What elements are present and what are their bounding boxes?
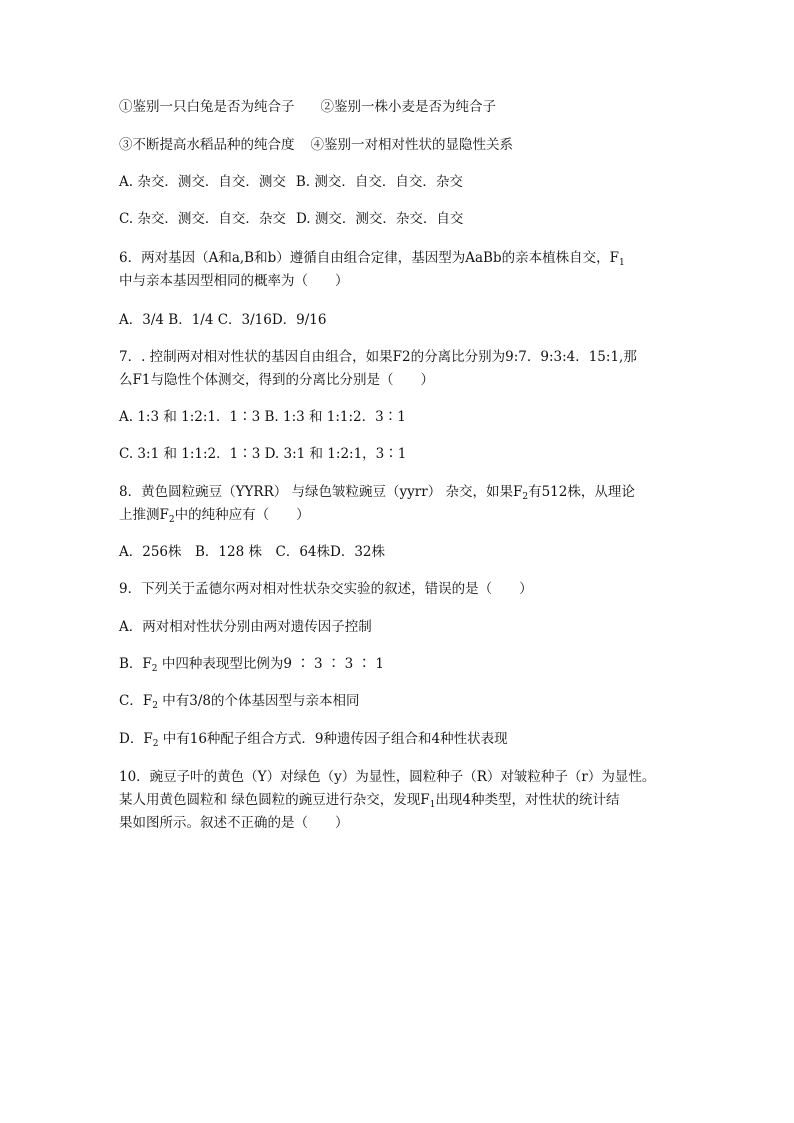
q7-choices-ab: A. 1:3 和 1:2:1．1∶3 B. 1:3 和 1:1:2．3∶1: [119, 409, 406, 425]
choice-text: 中有3/8的个体基因型与亲本相同: [157, 693, 360, 709]
subscript: 2: [152, 701, 158, 711]
q5-choice-c: C. 杂交．测交．自交．杂交: [119, 211, 286, 227]
q9-choice-c: [119, 692, 359, 710]
choice-prefix: D．F: [119, 731, 153, 747]
q5-option-1: ①鉴别一只白兔是否为纯合子: [119, 99, 295, 115]
subscript: 2: [151, 664, 158, 674]
subscript: 2: [168, 515, 175, 525]
q5-options-row-2: [119, 136, 513, 154]
q5-choice-d: D. 测交．测交．杂交．自交: [295, 211, 464, 227]
q8-choices: A．256株 B．128 株 C．64株D．32株: [119, 544, 386, 560]
subscript: 1: [429, 800, 436, 810]
q10-stem-line-1: 10．豌豆子叶的黄色（Y）对绿色（y）为显性，圆粒种子（R）对皱粒种子（r）为显性。: [119, 769, 656, 785]
subscript: 1: [618, 258, 625, 268]
q7-choices-cd: C. 3:1 和 1:1:2．1∶3 D. 3:1 和 1:2:1，3∶1: [119, 446, 407, 462]
q5-option-4: ④鉴别一对相对性状的显隐性关系: [310, 137, 513, 153]
q9-stem: 9．下列关于孟德尔两对相对性状杂交实验的叙述，错误的是（ ）: [119, 581, 533, 597]
q7-stem-line-2: 么F1与隐性个体测交，得到的分离比分别是（ ）: [119, 372, 434, 388]
subscript: 2: [152, 739, 159, 749]
choice-prefix: C．F: [119, 693, 153, 709]
q7-stem-line-1: 7．. 控制两对相对性状的基因自由组合，如果F2的分离比分别为9:7．9:3:4．15:1,那: [119, 349, 637, 365]
q6-stem-text-1: 6．两对基因（A和a,B和b）遵循自由组合定律，基因型为AaBb的亲本植株自交，F: [119, 250, 619, 266]
q8-stem-text-1a: 8．黄色圆粒豌豆（YYRR） 与绿色皱粒豌豆（yyrr） 杂交，如果F: [119, 484, 523, 500]
q5-choices-row-2: [119, 210, 463, 228]
q8-stem-line-2: [119, 506, 310, 524]
choice-text: 中有16种配子组合方式．9种遗传因子组合和4种性状表现: [158, 731, 508, 747]
q5-option-3: ③不断提高水稻品种的纯合度: [119, 137, 295, 153]
q9-choice-d: [119, 730, 508, 748]
q8-stem-text-2a: 上推测F: [119, 507, 169, 523]
q10-stem-text-2a: 某人用黄色圆粒和 绿色圆粒的豌豆进行杂交，发现F: [119, 792, 430, 808]
q6-stem-line-1: [119, 249, 625, 267]
q8-stem-text-1b: 有512株，从理论: [528, 484, 635, 500]
q6-stem-line-2: 中与亲本基因型相同的概率为（ ）: [119, 273, 349, 289]
q8-stem-line-1: [119, 483, 635, 501]
q9-choice-b: [119, 655, 384, 673]
q5-option-2: ②鉴别一株小麦是否为纯合子: [320, 99, 496, 115]
q10-stem-line-2: [119, 791, 620, 809]
q10-stem-text-2b: 出现4种类型，对性状的统计结: [435, 792, 620, 808]
q5-choice-a: A. 杂交．测交．自交．测交: [119, 174, 286, 190]
subscript: 2: [522, 492, 529, 502]
q8-stem-text-2b: 中的纯种应有（ ）: [174, 507, 310, 523]
choice-prefix: B．F: [119, 656, 152, 672]
choice-text: 中四种表现型比例为9 ∶ 3 ∶ 3 ∶ 1: [157, 656, 384, 672]
q6-choices: A．3/4 B．1/4 C．3/16D．9/16: [119, 312, 327, 328]
q5-options-row-1: [119, 98, 496, 116]
q5-choice-b: B. 测交．自交．自交．杂交: [295, 174, 463, 190]
q10-stem-line-3: 果如图所示。叙述不正确的是（ ）: [119, 815, 349, 831]
q9-choice-a: A．两对相对性状分别由两对遗传因子控制: [119, 619, 372, 635]
q5-choices-row-1: [119, 173, 463, 191]
